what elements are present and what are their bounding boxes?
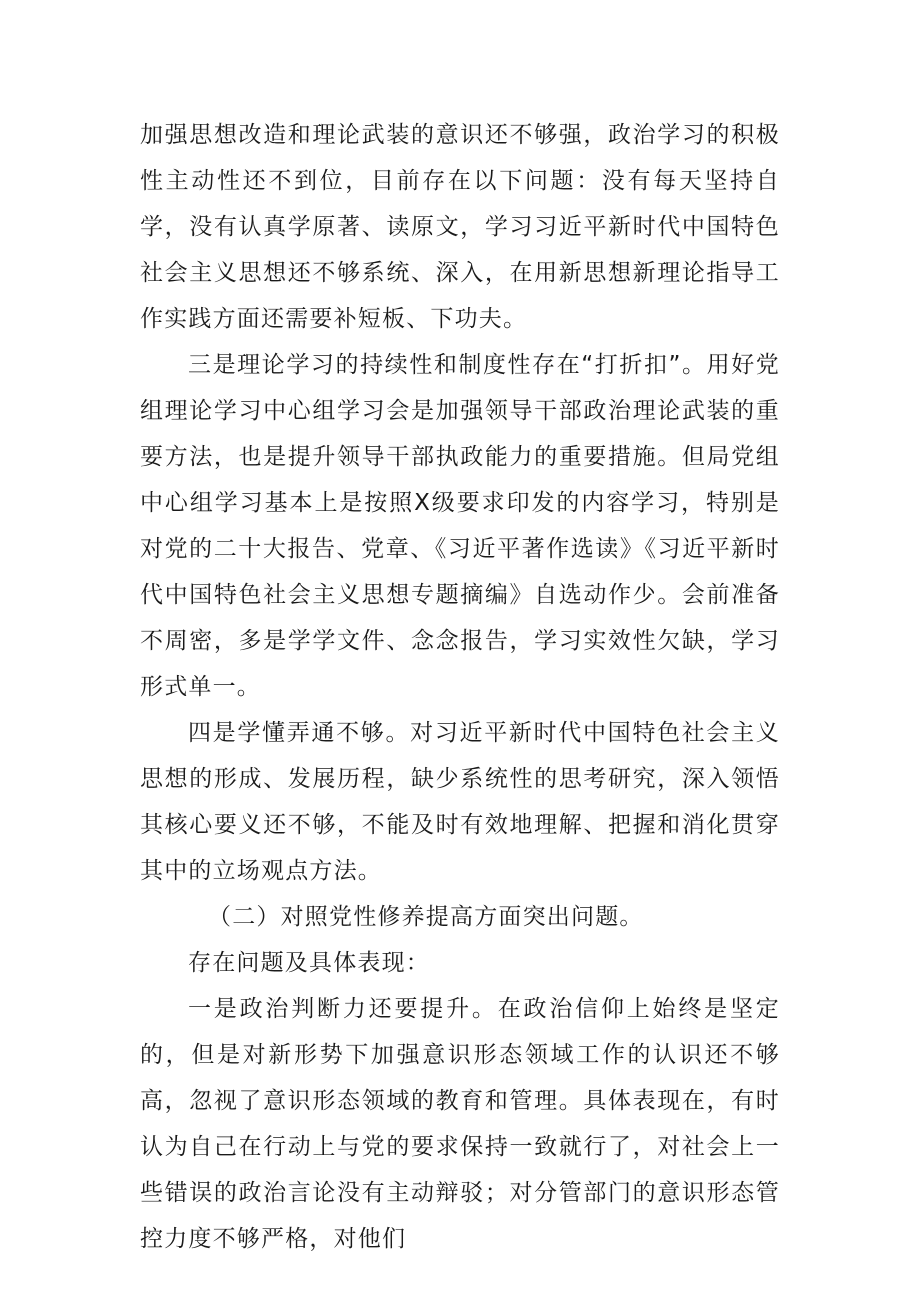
subsection-label: 存在问题及具体表现：	[188, 950, 430, 976]
paragraph-point-three: 三是理论学习的持续性和制度性存在“打折扣”。用好党组理论学习中心组学习会是加强领导干部政治理论武装的重要方法，也是提升领导干部执政能力的重要措施。但局党组中心组学习基本上是按照X级要求印发的内容学习，特别是对党的二十大报告、党章、《习近平著作选读》《习近平新时代中国特色社会主义思想专题摘编》自选动作少。会前准备不周密，多是学学文件、念念报告，学习实效性欠缺，学习形式单一。	[140, 352, 780, 700]
paragraph-point-four: 四是学懂弄通不够。对习近平新时代中国特色社会主义思想的形成、发展历程，缺少系统性的思考研究，深入领悟其核心要义还不够，不能及时有效地理解、把握和消化贯穿其中的立场观点方法。	[140, 720, 780, 884]
section-heading: （二）对照党性修养提高方面突出问题。	[208, 904, 644, 930]
paragraph-point-one: 一是政治判断力还要提升。在政治信仰上始终是坚定的，但是对新形势下加强意识形态领域工作的认识还不够高，忽视了意识形态领域的教育和管理。具体表现在，有时认为自己在行动上与党的要求保持一致就行了，对社会上一些错误的政治言论没有主动辩驳；对分管部门的意识形态管控力度不够严格，对他们	[140, 996, 780, 1252]
document-body	[140, 112, 780, 1262]
paragraph-continuation: 加强思想改造和理论武装的意识还不够强，政治学习的积极性主动性还不到位，目前存在以下问题：没有每天坚持自学，没有认真学原著、读原文，学习习近平新时代中国特色社会主义思想还不够系统、深入，在用新思想新理论指导工作实践方面还需要补短板、下功夫。	[140, 122, 780, 332]
